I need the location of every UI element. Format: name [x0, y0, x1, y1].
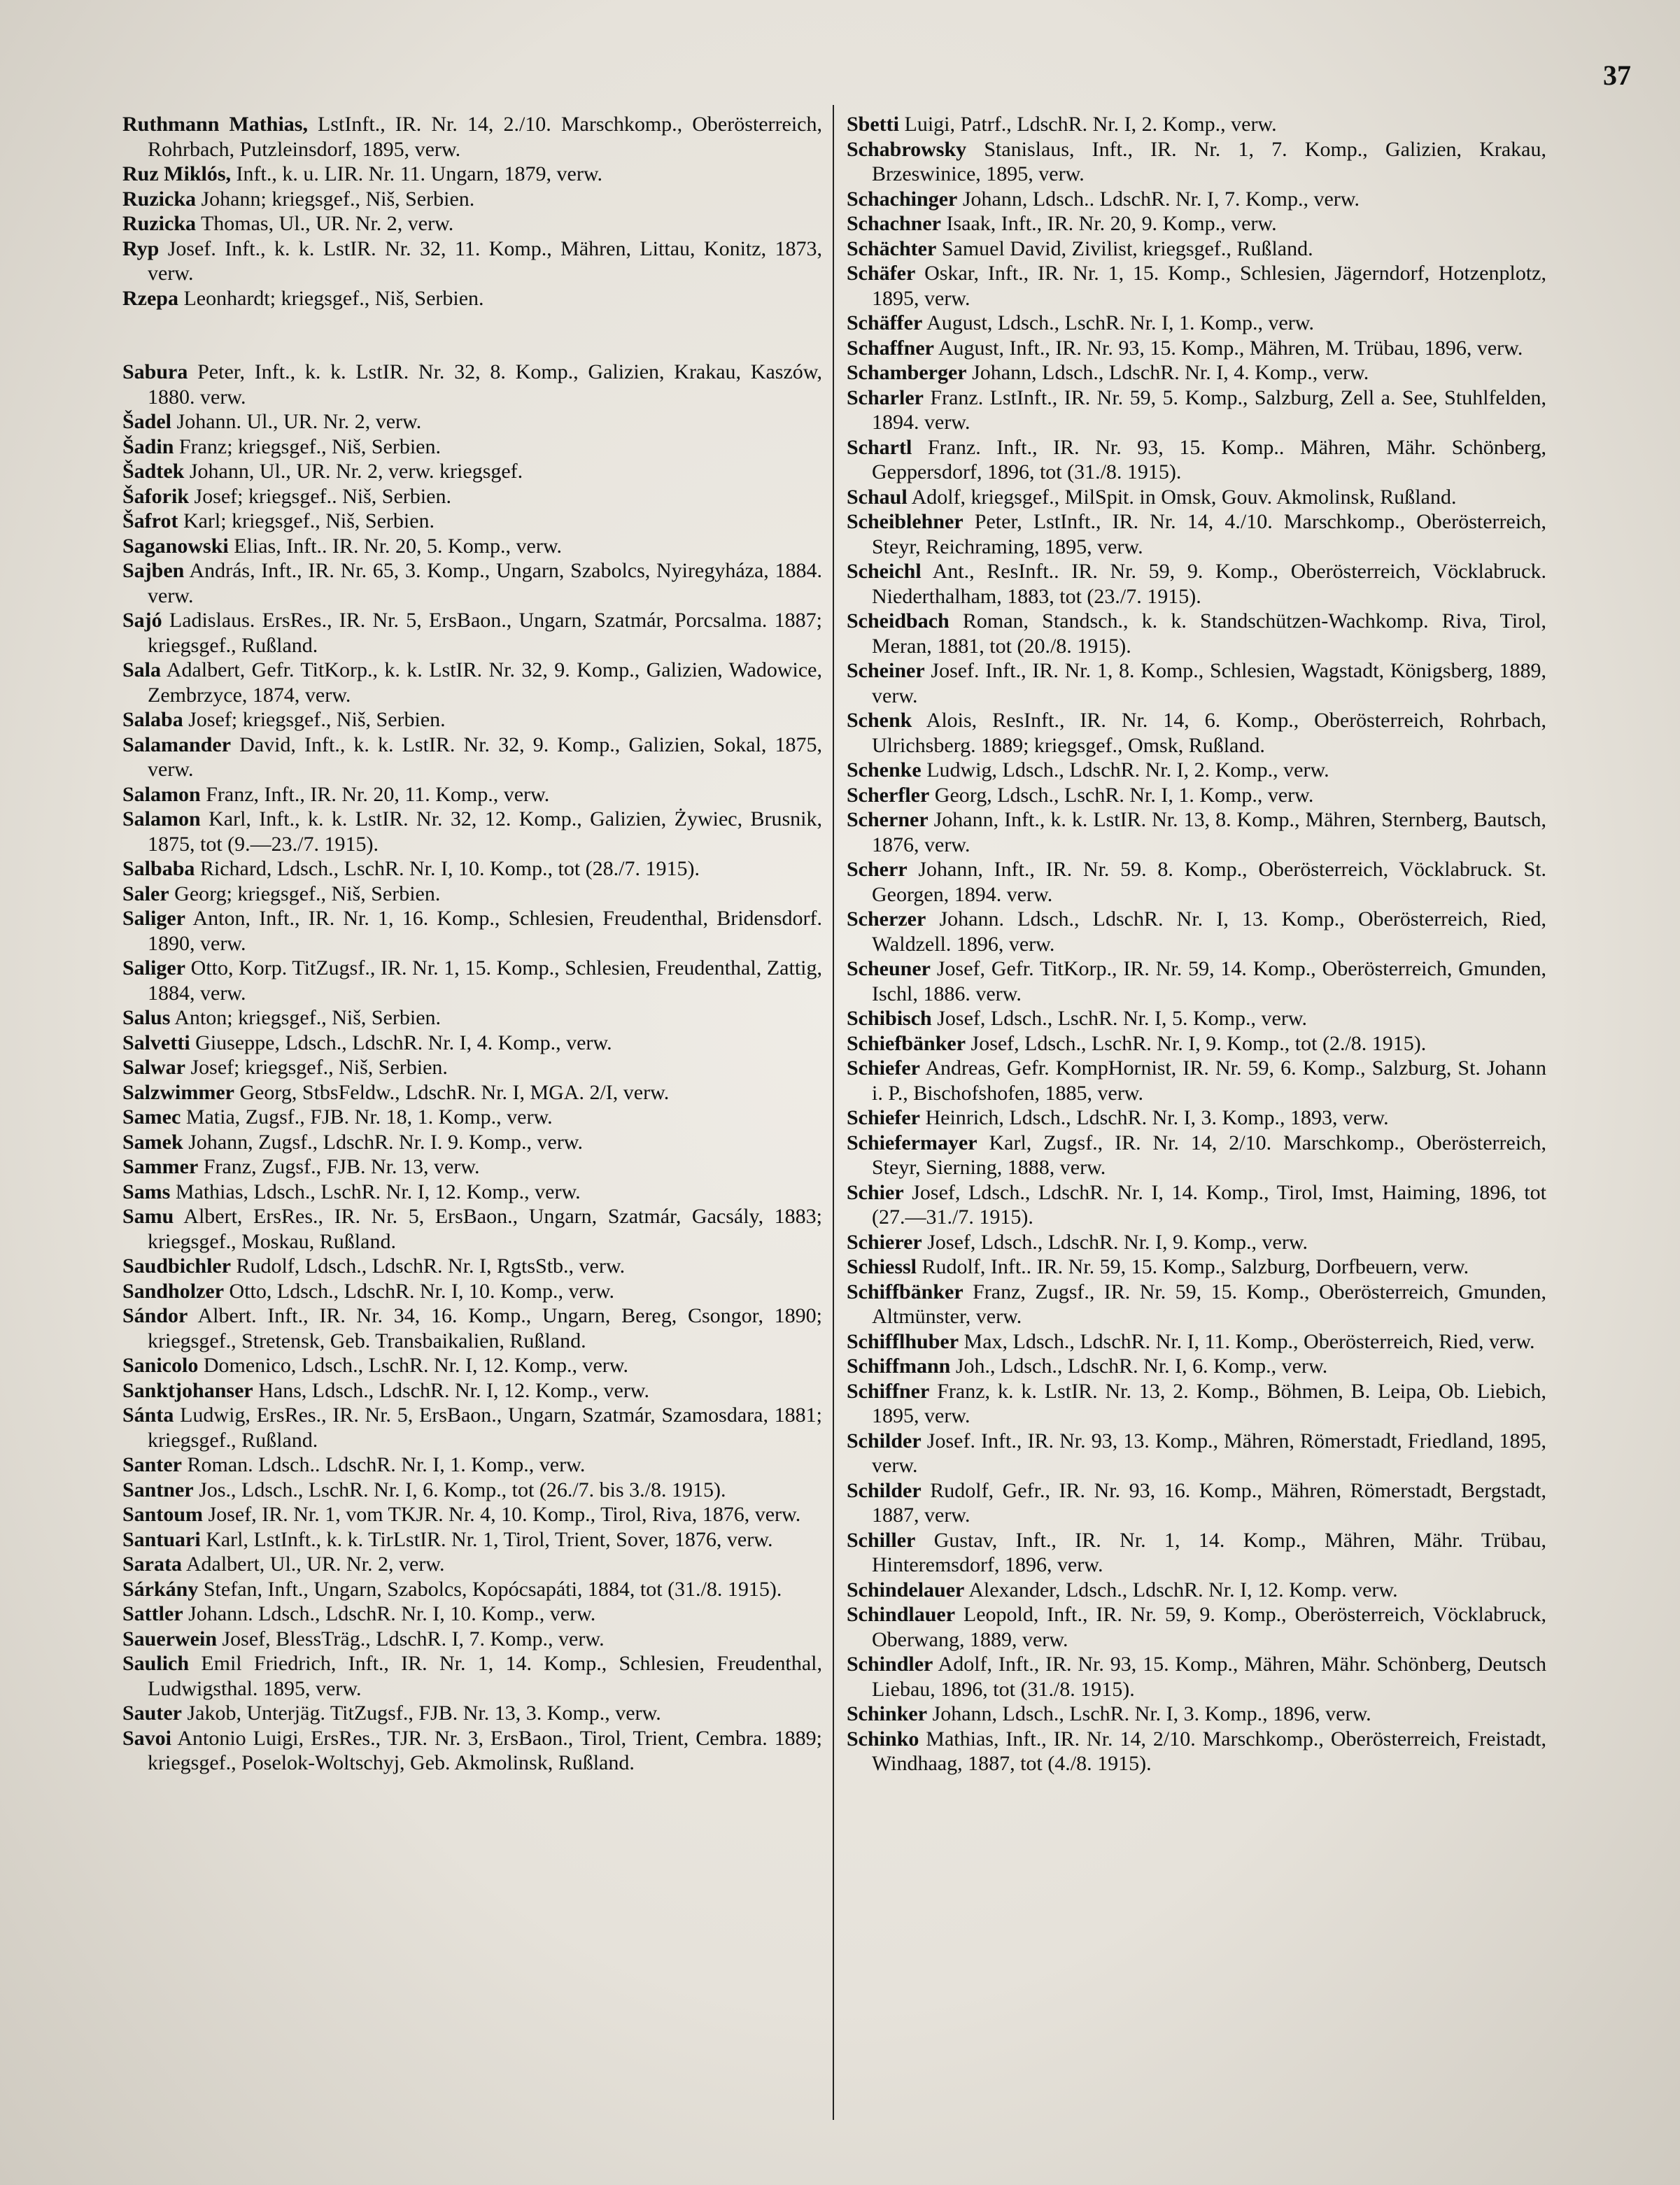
register-entry [847, 1379, 1546, 1429]
entry-details: Albert. Inft., IR. Nr. 34, 16. Komp., Ungarn, Bereg, Csongor, 1890; kriegsgef., Stretensk, Geb. Transbaikalien, Rußland. [148, 1304, 822, 1352]
entry-surname: Schartl [847, 435, 912, 459]
entry-surname: Salamon [122, 807, 201, 830]
entry-surname: Sandholzer [122, 1279, 225, 1303]
entry-details: Max, Ldsch., LdschR. Nr. I, 11. Komp., Oberösterreich, Ried, verw. [959, 1329, 1535, 1353]
entry-surname: Saganowski [122, 534, 229, 558]
register-entry [847, 137, 1546, 187]
entry-details: David, Inft., k. k. LstIR. Nr. 32, 9. Komp., Galizien, Sokal, 1875, verw. [148, 733, 822, 781]
entry-surname: Sattler [122, 1602, 183, 1625]
entry-details: Franz, Zugsf., IR. Nr. 59, 15. Komp., Oberösterreich, Gmunden, Altmünster, verw. [872, 1280, 1546, 1328]
entry-surname: Schindlauer [847, 1603, 956, 1626]
entry-surname: Schierer [847, 1230, 922, 1254]
register-entry [847, 559, 1546, 609]
entry-surname: Schiefermayer [847, 1131, 977, 1154]
register-entry [122, 1502, 822, 1527]
entry-details: Josef. Inft., IR. Nr. 1, 8. Komp., Schlesien, Wagstadt, Königsberg, 1889, verw. [872, 659, 1546, 707]
register-entry [847, 1056, 1546, 1105]
entry-surname: Schiffner [847, 1379, 930, 1403]
register-entry [122, 1577, 822, 1602]
entry-surname: Sajben [122, 559, 185, 582]
entry-details: Hans, Ldsch., LdschR. Nr. I, 12. Komp., verw. [253, 1378, 650, 1402]
entry-details: Otto, Korp. TitZugsf., IR. Nr. 1, 15. Komp., Schlesien, Freudenthal, Zattig, 1884, verw. [148, 956, 822, 1005]
entry-details: Domenico, Ldsch., LschR. Nr. I, 12. Komp., verw. [198, 1354, 628, 1377]
entry-details: Andreas, Gefr. KompHornist, IR. Nr. 59, 6. Komp., Salzburg, St. Johann i. P., Bischofshofen, 1885, verw. [872, 1056, 1546, 1105]
entry-details: Adalbert, Ul., UR. Nr. 2, verw. [182, 1553, 445, 1576]
entry-surname: Schamberger [847, 361, 967, 384]
register-entry [847, 1180, 1546, 1230]
entry-details: Peter, Inft., k. k. LstIR. Nr. 32, 8. Komp., Galizien, Krakau, Kaszów, 1880. verw. [148, 360, 822, 409]
register-entry [847, 435, 1546, 485]
entry-details: Adolf, Inft., IR. Nr. 93, 15. Komp., Mähren, Mähr. Schönberg, Deutsch Liebau, 1896, tot (31./8. 1915). [872, 1653, 1546, 1701]
entry-details: Jos., Ldsch., LschR. Nr. I, 6. Komp., tot (26./7. bis 3./8. 1915). [193, 1478, 726, 1501]
entry-surname: Schenke [847, 758, 922, 782]
register-entry [122, 906, 822, 956]
register-entry [847, 1528, 1546, 1578]
entry-details: Josef, Ldsch., LdschR. Nr. I, 14. Komp., Tirol, Imst, Haiming, 1896, tot (27.—31./7. 1915). [872, 1180, 1546, 1229]
entry-details: Karl; kriegsgef., Niš, Serbien. [178, 509, 435, 532]
register-entry [122, 608, 822, 658]
register-entry [847, 1478, 1546, 1528]
right-column [847, 112, 1546, 1776]
entry-details: Peter, LstInft., IR. Nr. 14, 4./10. Marschkomp., Oberösterreich, Steyr, Reichraming, 1895, verw. [872, 510, 1546, 558]
entry-surname: Sauerwein [122, 1627, 217, 1650]
register-entry [847, 1105, 1546, 1131]
register-entry [847, 211, 1546, 236]
entry-details: August, Inft., IR. Nr. 93, 15. Komp., Mähren, M. Trübau, 1896, verw. [933, 336, 1523, 360]
entry-details: Josef. Inft., IR. Nr. 93, 13. Komp., Mähren, Römerstadt, Friedland, 1895, verw. [872, 1429, 1546, 1477]
register-entry [847, 112, 1546, 137]
entry-surname: Schachinger [847, 187, 958, 211]
section-gap [122, 311, 822, 360]
entry-surname: Scherfler [847, 783, 930, 807]
entry-details: Anton, Inft., IR. Nr. 1, 16. Komp., Schlesien, Freudenthal, Bridensdorf. 1890, verw. [148, 907, 822, 955]
entry-details: Johann. Ul., UR. Nr. 2, verw. [171, 410, 422, 433]
entry-surname: Sárkány [122, 1577, 199, 1601]
left-column [122, 112, 822, 1776]
entry-surname: Šadin [122, 434, 174, 458]
register-entry [847, 1254, 1546, 1280]
register-entry [122, 162, 822, 187]
register-entry [847, 236, 1546, 262]
register-entry [122, 1478, 822, 1503]
entry-surname: Salus [122, 1006, 171, 1029]
entry-details: Franz. LstInft., IR. Nr. 59, 5. Komp., Salzburg, Zell a. See, Stuhlfelden, 1894. verw. [872, 386, 1546, 434]
entry-surname: Ruzicka [122, 187, 196, 211]
entry-details: Josef; kriegsgef.. Niš, Serbien. [189, 484, 451, 508]
register-entry [122, 1726, 822, 1776]
entry-surname: Ruzicka [122, 212, 196, 235]
entry-surname: Santer [122, 1453, 182, 1476]
entry-surname: Sammer [122, 1155, 199, 1178]
entry-surname: Schäffer [847, 311, 923, 334]
register-entry [122, 534, 822, 559]
register-entry [847, 1602, 1546, 1652]
entry-surname: Salamon [122, 782, 201, 806]
entry-surname: Scheiblehner [847, 510, 963, 533]
entry-details: Matia, Zugsf., FJB. Nr. 18, 1. Komp., verw. [181, 1105, 553, 1129]
entry-surname: Samu [122, 1205, 174, 1228]
register-entry [122, 1130, 822, 1155]
register-entry [122, 509, 822, 534]
register-entry [122, 360, 822, 409]
register-entry [847, 360, 1546, 386]
register-entry [847, 783, 1546, 808]
entry-details: Luigi, Patrf., LdschR. Nr. I, 2. Komp., verw. [899, 113, 1277, 136]
entry-details: August, Ldsch., LschR. Nr. I, 1. Komp., verw. [922, 311, 1314, 334]
register-entry [847, 1280, 1546, 1329]
entry-details: Franz. Inft., IR. Nr. 93, 15. Komp.. Mähren, Mähr. Schönberg, Geppersdorf, 1896, tot (31./8. 1915). [872, 435, 1546, 483]
entry-details: Josef, BlessTräg., LdschR. I, 7. Komp., verw. [217, 1627, 605, 1650]
register-entry [847, 1329, 1546, 1355]
entry-surname: Scherner [847, 808, 929, 831]
entry-surname: Saliger [122, 907, 185, 930]
entry-details: Jakob, Unterjäg. TitZugsf., FJB. Nr. 13, 3. Komp., verw. [182, 1702, 661, 1725]
register-entry [847, 907, 1546, 956]
register-entry [847, 609, 1546, 658]
entry-surname: Scheiner [847, 659, 925, 682]
register-entry [122, 1527, 822, 1553]
entry-details: Karl, LstInft., k. k. TirLstIR. Nr. 1, Tirol, Trient, Sover, 1876, verw. [200, 1527, 773, 1551]
register-entry [122, 1701, 822, 1726]
entry-surname: Ruz Miklós, [122, 162, 232, 185]
register-entry [847, 485, 1546, 510]
entry-details: Franz, Inft., IR. Nr. 20, 11. Komp., verw. [200, 782, 550, 806]
entry-surname: Samec [122, 1105, 181, 1129]
register-entry [847, 708, 1546, 758]
register-entry [122, 1452, 822, 1478]
register-entry [122, 1005, 822, 1031]
entry-details: Alois, ResInft., IR. Nr. 14, 6. Komp., Oberösterreich, Rohrbach, Ulrichsberg. 1889; kriegsgef., Omsk, Rußland. [872, 709, 1546, 757]
register-entry [847, 1031, 1546, 1056]
register-entry [122, 1254, 822, 1279]
entry-details: Johann, Inft., IR. Nr. 59. 8. Komp., Oberösterreich, Vöcklabruck. St. Georgen, 1894. verw. [872, 858, 1546, 906]
register-entry [122, 856, 822, 882]
entry-details: Rudolf, Inft.. IR. Nr. 59, 15. Komp., Salzburg, Dorfbeuern, verw. [917, 1255, 1469, 1278]
entry-surname: Schinko [847, 1727, 919, 1751]
entry-surname: Schiefer [847, 1056, 920, 1080]
register-entry [122, 434, 822, 460]
entry-surname: Schindelauer [847, 1578, 965, 1601]
entry-details: Emil Friedrich, Inft., IR. Nr. 1, 14. Komp., Schlesien, Freudenthal, Ludwigsthal. 1895, verw. [148, 1652, 822, 1700]
entry-details: Otto, Ldsch., LdschR. Nr. I, 10. Komp., verw. [224, 1279, 615, 1303]
entry-surname: Schindler [847, 1653, 933, 1676]
register-entry [122, 459, 822, 484]
entry-details: Franz, Zugsf., FJB. Nr. 13, verw. [198, 1155, 480, 1178]
entry-surname: Sauter [122, 1702, 182, 1725]
entry-details: Johann. Ldsch., LdschR. Nr. I, 10. Komp., verw. [183, 1602, 596, 1625]
register-entry [122, 1651, 822, 1701]
entry-surname: Sarata [122, 1553, 182, 1576]
entry-surname: Schiefbänker [847, 1031, 966, 1055]
entry-surname: Schiffmann [847, 1355, 951, 1378]
entry-surname: Santuari [122, 1527, 201, 1551]
entry-details: Johann, Ldsch.. LdschR. Nr. I, 7. Komp., verw. [957, 187, 1360, 211]
entry-details: Franz, k. k. LstIR. Nr. 13, 2. Komp., Böhmen, B. Leipa, Ob. Liebich, 1895, verw. [872, 1379, 1546, 1427]
register-entry [122, 112, 822, 162]
entry-details: Adolf, kriegsgef., MilSpit. in Omsk, Gouv. Akmolinsk, Rußland. [907, 485, 1457, 509]
register-entry [122, 1627, 822, 1652]
register-entry [122, 484, 822, 509]
entry-details: Franz; kriegsgef., Niš, Serbien. [174, 434, 441, 458]
entry-surname: Schilder [847, 1429, 922, 1452]
entry-details: Adalbert, Gefr. TitKorp., k. k. LstIR. Nr. 32, 9. Komp., Galizien, Wadowice, Zembrzyce, 1874, verw. [148, 658, 822, 707]
entry-details: Johann, Inft., k. k. LstIR. Nr. 13, 8. Komp., Mähren, Sternberg, Bautsch, 1876, verw. [872, 808, 1546, 856]
entry-surname: Schächter [847, 236, 937, 260]
entry-details: Leopold, Inft., IR. Nr. 59, 9. Komp., Oberösterreich, Vöcklabruck, Oberwang, 1889, verw. [872, 1603, 1546, 1651]
register-entry [122, 236, 822, 286]
register-entry [122, 1204, 822, 1254]
entry-surname: Schinker [847, 1702, 928, 1725]
entry-details: Samuel David, Zivilist, kriegsgef., Rußland. [936, 236, 1313, 260]
register-entry [847, 1578, 1546, 1603]
register-entry [122, 286, 822, 311]
entry-surname: Ryp [122, 236, 160, 260]
entry-details: Josef, Ldsch., LschR. Nr. I, 9. Komp., tot (2./8. 1915). [966, 1031, 1427, 1055]
entry-surname: Salwar [122, 1056, 185, 1079]
register-entry [122, 211, 822, 236]
entry-details: Georg, Ldsch., LschR. Nr. I, 1. Komp., verw. [929, 783, 1314, 807]
register-entry [122, 558, 822, 608]
entry-details: Johann, Ldsch., LdschR. Nr. I, 4. Komp., verw. [966, 361, 1369, 384]
entry-surname: Scharler [847, 386, 924, 409]
entry-surname: Sanicolo [122, 1354, 199, 1377]
entry-surname: Sanktjohanser [122, 1378, 253, 1402]
entry-surname: Scheidbach [847, 609, 950, 632]
register-entry [847, 386, 1546, 435]
entry-details: Mathias, Inft., IR. Nr. 14, 2/10. Marschkomp., Oberösterreich, Freistadt, Windhaag, 1887, tot (4./8. 1915). [872, 1727, 1546, 1775]
register-entry [122, 1303, 822, 1353]
register-entry [847, 1131, 1546, 1180]
entry-details: Johann, Ul., UR. Nr. 2, verw. kriegsgef. [184, 460, 523, 483]
register-entry [847, 1429, 1546, 1478]
register-entry [122, 409, 822, 434]
entry-details: Georg; kriegsgef., Niš, Serbien. [169, 882, 441, 905]
entry-details: Josef, Gefr. TitKorp., IR. Nr. 59, 14. Komp., Oberösterreich, Gmunden, Ischl, 1886. verw. [872, 957, 1546, 1005]
entry-surname: Sándor [122, 1304, 188, 1327]
entry-details: Mathias, Ldsch., LschR. Nr. I, 12. Komp., verw. [170, 1180, 581, 1203]
entry-details: Gustav, Inft., IR. Nr. 1, 14. Komp., Mähren, Mähr. Trübau, Hinteremsdorf, 1896, verw. [872, 1528, 1546, 1576]
entry-details: Elias, Inft.. IR. Nr. 20, 5. Komp., verw. [228, 534, 563, 558]
register-entry [122, 1055, 822, 1080]
entry-surname: Schiller [847, 1528, 916, 1552]
register-entry [122, 1105, 822, 1130]
entry-surname: Schiessl [847, 1255, 917, 1278]
entry-surname: Scheuner [847, 957, 931, 980]
page-number: 37 [1603, 59, 1631, 91]
entry-surname: Saudbichler [122, 1254, 232, 1278]
register-entry [122, 1180, 822, 1205]
entry-details: Ludwig, Ldsch., LdschR. Nr. I, 2. Komp., verw. [921, 758, 1329, 782]
register-entry [122, 807, 822, 856]
entry-surname: Sánta [122, 1403, 174, 1427]
register-entry [847, 658, 1546, 708]
entry-details: Rudolf, Gefr., IR. Nr. 93, 16. Komp., Mähren, Römerstadt, Bergstadt, 1887, verw. [872, 1478, 1546, 1527]
entry-details: Ant., ResInft.. IR. Nr. 59, 9. Komp., Oberösterreich, Vöcklabruck. Niederthalham, 1883, tot (23./7. 1915). [872, 560, 1546, 608]
entry-details: Joh., Ldsch., LdschR. Nr. I, 6. Komp., verw. [950, 1355, 1328, 1378]
entry-details: Isaak, Inft., IR. Nr. 20, 9. Komp., verw. [941, 212, 1277, 235]
register-entry [122, 1031, 822, 1056]
entry-details: Josef, IR. Nr. 1, vom TKJR. Nr. 4, 10. Komp., Tirol, Riva, 1876, verw. [203, 1503, 801, 1526]
entry-details: Heinrich, Ldsch., LdschR. Nr. I, 3. Komp., 1893, verw. [919, 1106, 1389, 1129]
entry-surname: Scherzer [847, 907, 926, 931]
entry-surname: Schilder [847, 1478, 922, 1502]
entry-details: Oskar, Inft., IR. Nr. 1, 15. Komp., Schlesien, Jägerndorf, Hotzenplotz, 1895, verw. [872, 262, 1546, 310]
register-entry [847, 857, 1546, 907]
register-entry [847, 956, 1546, 1006]
entry-surname: Saliger [122, 956, 185, 980]
entry-details: Karl, Zugsf., IR. Nr. 14, 2/10. Marschkomp., Oberösterreich, Steyr, Sierning, 1888, verw. [872, 1131, 1546, 1179]
register-entry [122, 882, 822, 907]
entry-surname: Salzwimmer [122, 1080, 234, 1104]
register-entry [122, 658, 822, 707]
entry-surname: Schiffbänker [847, 1280, 963, 1303]
register-entry [847, 1727, 1546, 1776]
entry-surname: Sajó [122, 609, 162, 632]
register-entry [847, 261, 1546, 311]
entry-surname: Sams [122, 1180, 171, 1203]
entry-details: Antonio Luigi, ErsRes., TJR. Nr. 3, ErsBaon., Tirol, Trient, Cembra. 1889; kriegsgef., Poselok-Woltschyj, Geb. Akmolinsk, Rußland. [148, 1726, 822, 1774]
register-entry [847, 336, 1546, 361]
entry-surname: Schifflhuber [847, 1329, 959, 1353]
register-entry [122, 956, 822, 1005]
entry-details: András, Inft., IR. Nr. 65, 3. Komp., Ungarn, Szabolcs, Nyiregyháza, 1884. verw. [148, 559, 822, 607]
entry-surname: Šadel [122, 410, 172, 433]
entry-details: Roman, Standsch., k. k. Standschützen-Wachkomp. Riva, Tirol, Meran, 1881, tot (20./8. 1915). [872, 609, 1546, 658]
entry-surname: Schiefer [847, 1106, 920, 1129]
register-entry [122, 1601, 822, 1627]
entry-surname: Salaba [122, 708, 183, 731]
entry-details: Anton; kriegsgef., Niš, Serbien. [170, 1006, 442, 1029]
entry-surname: Sabura [122, 360, 188, 383]
entry-details: Ladislaus. ErsRes., IR. Nr. 5, ErsBaon., Ungarn, Szatmár, Porcsalma. 1887; kriegsgef., Rußland. [148, 609, 822, 657]
entry-surname: Scherr [847, 858, 908, 881]
entry-details: Giuseppe, Ldsch., LdschR. Nr. I, 4. Komp., verw. [190, 1031, 612, 1054]
entry-surname: Schäfer [847, 262, 916, 285]
entry-surname: Samek [122, 1130, 183, 1154]
entry-surname: Schachner [847, 212, 941, 235]
entry-surname: Schenk [847, 709, 912, 732]
register-entry [122, 1080, 822, 1105]
entry-details: Josef, Ldsch., LdschR. Nr. I, 9. Komp., verw. [922, 1230, 1308, 1254]
entry-details: Rudolf, Ldsch., LdschR. Nr. I, RgtsStb., verw. [231, 1254, 626, 1278]
entry-details: Alexander, Ldsch., LdschR. Nr. I, 12. Komp. verw. [964, 1578, 1398, 1601]
entry-details: Ludwig, ErsRes., IR. Nr. 5, ErsBaon., Ungarn, Szatmár, Szamosdara, 1881; kriegsgef., Rußland. [148, 1403, 822, 1452]
register-entry [847, 311, 1546, 336]
entry-details: Albert, ErsRes., IR. Nr. 5, ErsBaon., Ungarn, Szatmár, Gacsály, 1883; kriegsgef., Moskau, Rußland. [148, 1205, 822, 1253]
register-entry [122, 707, 822, 733]
register-entry [847, 1652, 1546, 1702]
entry-surname: Salamander [122, 733, 232, 756]
entry-details: Richard, Ldsch., LschR. Nr. I, 10. Komp., tot (28./7. 1915). [195, 857, 700, 880]
entry-details: Georg, StbsFeldw., LdschR. Nr. I, MGA. 2/I, verw. [234, 1080, 670, 1104]
entry-details: Inft., k. u. LIR. Nr. 11. Ungarn, 1879, verw. [231, 162, 603, 185]
entry-details: Josef; kriegsgef., Niš, Serbien. [183, 708, 446, 731]
entry-surname: Saulich [122, 1652, 190, 1675]
entry-surname: Saler [122, 882, 169, 905]
entry-surname: Schaffner [847, 336, 934, 360]
register-entry [122, 1552, 822, 1577]
register-entry [847, 807, 1546, 857]
register-entry [847, 1006, 1546, 1031]
entry-surname: Salvetti [122, 1031, 190, 1054]
entry-surname: Sbetti [847, 113, 899, 136]
entry-surname: Salbaba [122, 857, 195, 880]
entry-details: Johann; kriegsgef., Niš, Serbien. [196, 187, 475, 211]
entry-details: LstInft., IR. Nr. 14, 2./10. Marschkomp., Oberösterreich, Rohrbach, Putzleinsdorf, 1895, verw. [148, 113, 822, 161]
entry-surname: Schaul [847, 485, 908, 509]
register-entry [122, 1403, 822, 1452]
entry-surname: Scheichl [847, 560, 922, 583]
entry-surname: Šaforik [122, 484, 190, 508]
register-entry [847, 509, 1546, 559]
register-entry [847, 1230, 1546, 1255]
register-entry [122, 1154, 822, 1180]
entry-surname: Sala [122, 658, 162, 681]
entry-surname: Schibisch [847, 1007, 932, 1030]
entry-surname: Šadtek [122, 460, 185, 483]
entry-details: Johann. Ldsch., LdschR. Nr. I, 13. Komp., Oberösterreich, Ried, Waldzell. 1896, verw. [872, 907, 1546, 956]
register-entry [122, 733, 822, 782]
column-divider [833, 105, 834, 2120]
register-entry [122, 1279, 822, 1304]
entry-surname: Savoi [122, 1726, 172, 1750]
entry-details: Josef; kriegsgef., Niš, Serbien. [185, 1056, 448, 1079]
register-entry [122, 1353, 822, 1378]
register-entry [847, 1354, 1546, 1379]
register-entry [847, 758, 1546, 783]
register-entry [847, 1702, 1546, 1727]
register-entry [847, 187, 1546, 212]
register-entry [122, 187, 822, 212]
entry-surname: Ruthmann Mathias, [122, 113, 308, 136]
entry-details: Karl, Inft., k. k. LstIR. Nr. 32, 12. Komp., Galizien, Żywiec, Brusnik, 1875, tot (9.—23./7. 1915). [148, 807, 822, 856]
entry-details: Josef. Inft., k. k. LstIR. Nr. 32, 11. Komp., Mähren, Littau, Konitz, 1873, verw. [148, 236, 822, 285]
entry-details: Josef, Ldsch., LschR. Nr. I, 5. Komp., verw. [931, 1007, 1308, 1030]
entry-surname: Schabrowsky [847, 137, 967, 161]
entry-details: Johann, Zugsf., LdschR. Nr. I. 9. Komp., verw. [183, 1130, 584, 1154]
entry-details: Stefan, Inft., Ungarn, Szabolcs, Kopócsapáti, 1884, tot (31./8. 1915). [198, 1577, 782, 1601]
entry-surname: Santoum [122, 1503, 204, 1526]
entry-details: Leonhardt; kriegsgef., Niš, Serbien. [178, 286, 484, 310]
register-entry [122, 782, 822, 807]
entry-surname: Schier [847, 1180, 904, 1204]
entry-details: Roman. Ldsch.. LdschR. Nr. I, 1. Komp., verw. [182, 1453, 586, 1476]
entry-surname: Santner [122, 1478, 194, 1501]
entry-details: Thomas, Ul., UR. Nr. 2, verw. [196, 212, 454, 235]
entry-surname: Šafrot [122, 509, 178, 532]
entry-surname: Rzepa [122, 286, 178, 310]
register-entry [122, 1378, 822, 1403]
entry-details: Stanislaus, Inft., IR. Nr. 1, 7. Komp., Galizien, Krakau, Brzeswinice, 1895, verw. [872, 137, 1546, 185]
entry-details: Johann, Ldsch., LschR. Nr. I, 3. Komp., 1896, verw. [927, 1702, 1371, 1725]
